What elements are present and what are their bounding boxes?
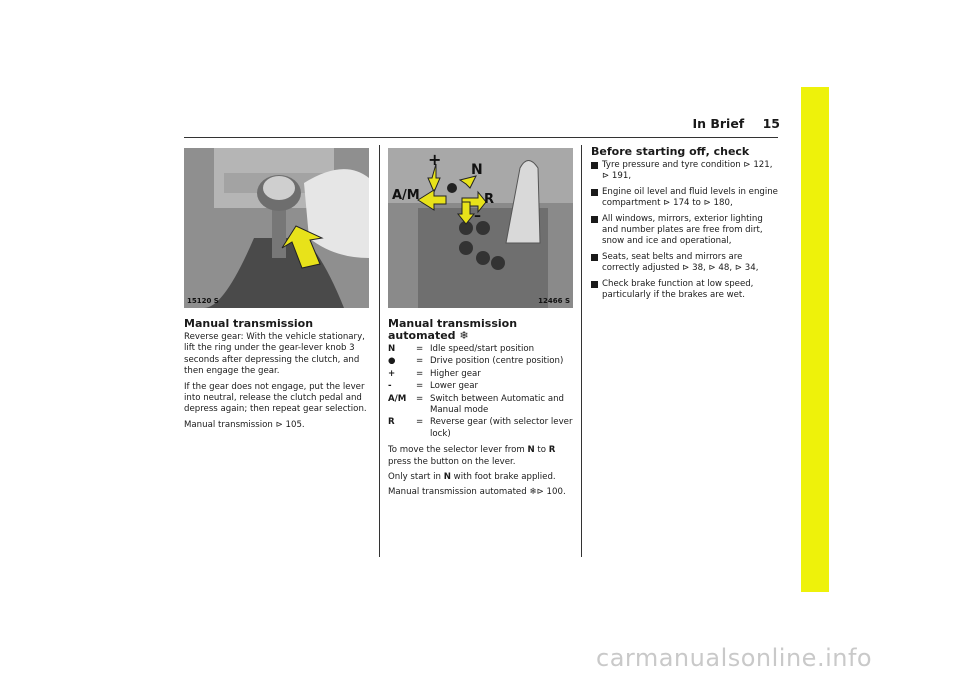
legend-key: A/M xyxy=(388,393,407,404)
section-tab-marker xyxy=(801,87,829,592)
r-label: R xyxy=(484,192,495,207)
bold-n: N xyxy=(527,445,535,456)
legend-equals: = xyxy=(416,368,424,379)
list-item: Seats, seat belts and mirrors are correctly adjusted ⊳ 38, ⊳ 48, ⊳ 34, xyxy=(591,252,781,275)
column-divider-2 xyxy=(581,145,582,557)
selector-move-paragraph xyxy=(388,445,576,468)
automated-reference: Manual transmission automated ❄⊳ 100. xyxy=(388,487,566,498)
am-label: A/M xyxy=(392,188,420,203)
n-label: N xyxy=(471,162,483,178)
legend-key: R xyxy=(388,417,395,428)
legend-key: + xyxy=(388,368,396,379)
image-caption: 12466 S xyxy=(538,297,570,305)
list-item: All windows, mirrors, exterior lighting and number plates are free from dirt, snow and ice and operational, xyxy=(591,214,781,248)
text-run: to xyxy=(534,445,549,456)
legend-text: Higher gear xyxy=(430,368,481,379)
page-header xyxy=(650,116,780,131)
legend-text: Drive position (centre position) xyxy=(430,356,564,367)
legend-key: N xyxy=(388,344,396,354)
header-rule xyxy=(184,137,778,138)
legend-text: Idle speed/start position xyxy=(430,344,535,354)
legend-equals: = xyxy=(416,356,424,367)
reverse-gear-paragraph: Reverse gear: With the vehicle stationary, lift the ring under the gear-lever knob 3 seconds after depressing the clutch, and then engage the gear. xyxy=(184,332,365,377)
list-item: Tyre pressure and tyre condition ⊳ 121, ⊳ 191, xyxy=(591,160,781,183)
legend-key: ● xyxy=(388,356,396,367)
text-run: press the button on the lever. xyxy=(388,456,516,467)
gear-not-engage-paragraph: If the gear does not engage, put the lever into neutral, release the clutch pedal and depress again; then repeat gear selection. xyxy=(184,381,367,415)
legend-equals: = xyxy=(416,393,424,404)
bold-n: N xyxy=(443,472,451,483)
legend-text: Reverse gear (with selector lever lock) xyxy=(430,417,573,439)
manual-gear-lever-image xyxy=(184,148,369,308)
legend-text: Lower gear xyxy=(430,381,479,392)
legend-key: - xyxy=(388,381,392,392)
text-run: Only start in xyxy=(388,472,444,483)
selector-legend xyxy=(388,344,576,440)
text-run: To move the selector lever from xyxy=(388,445,528,456)
column-divider-1 xyxy=(379,145,380,557)
legend-equals: = xyxy=(416,417,424,428)
automated-selector-lever-image xyxy=(388,148,573,308)
column-automated-transmission xyxy=(388,318,576,503)
list-item: Check brake function at low speed, particularly if the brakes are wet. xyxy=(591,279,781,302)
manual-transmission-heading: Manual transmission xyxy=(184,317,314,330)
watermark: carmanualsonline.info xyxy=(596,644,873,672)
text-run: with foot brake applied. xyxy=(450,472,556,483)
automated-transmission-heading: Manual transmission automated ❄ xyxy=(388,317,518,342)
column-manual-transmission xyxy=(184,318,372,435)
column-before-starting xyxy=(591,146,781,305)
legend-equals: = xyxy=(416,381,424,392)
legend-equals: = xyxy=(416,344,424,354)
section-title: In Brief xyxy=(692,116,745,131)
manual-transmission-reference: Manual transmission ⊳ 105. xyxy=(184,419,305,430)
list-item: Engine oil level and fluid levels in engine compartment ⊳ 174 to ⊳ 180, xyxy=(591,187,781,210)
legend-text: Switch between Automatic and Manual mode xyxy=(430,393,565,416)
minus-label: – xyxy=(474,208,481,224)
image-caption: 15120 S xyxy=(187,297,219,305)
bold-r: R xyxy=(548,445,556,456)
start-paragraph xyxy=(388,472,576,483)
before-starting-heading: Before starting off, check xyxy=(591,145,750,158)
plus-label: + xyxy=(428,150,442,169)
page-number: 15 xyxy=(762,116,780,131)
